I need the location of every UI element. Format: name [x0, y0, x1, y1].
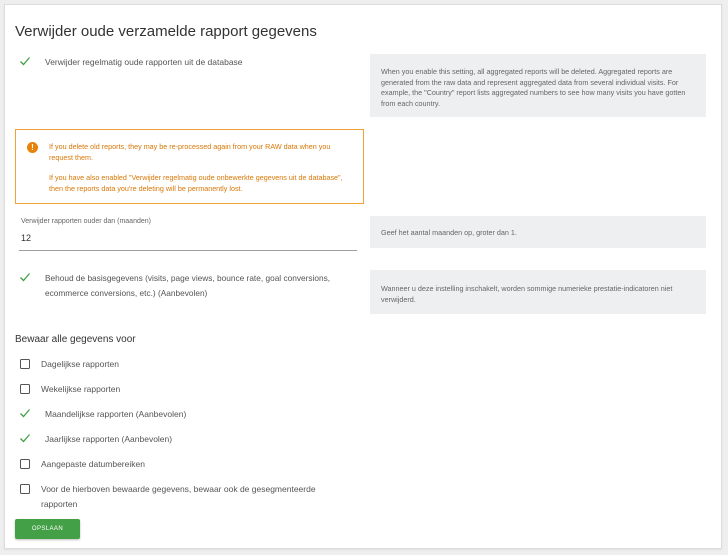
keep-yearly-label: Jaarlijkse rapporten (Aanbevolen) [45, 434, 173, 444]
delete-old-reports-label: Verwijder regelmatig oude rapporten uit de database [45, 57, 243, 67]
keep-monthly-label: Maandelijkse rapporten (Aanbevolen) [45, 409, 187, 419]
settings-card [4, 4, 722, 549]
keep-section-title: Bewaar alle gegevens voor [15, 334, 136, 345]
keep-daily-label: Dagelijkse rapporten [41, 359, 119, 369]
keep-custom-ranges-label: Aangepaste datumbereiken [41, 459, 145, 469]
keep-basic-metrics-toggle[interactable] [19, 271, 359, 301]
checkbox-box [20, 459, 30, 469]
exclamation-icon: ! [27, 142, 38, 153]
older-than-label: Verwijder rapporten ouder dan (maanden) [21, 218, 151, 225]
checkbox-box [20, 484, 30, 494]
older-than-input[interactable]: 12 [21, 233, 32, 243]
keep-basic-metrics-label: Behoud de basisgegevens (visits, page views, bounce rate, goal conversions, ecommerce conversions, etc.) (Aanbevolen) [45, 273, 331, 298]
warning-line-1: If you delete old reports, they may be re-processed again from your RAW data when you request them. [49, 142, 331, 162]
delete-old-reports-toggle[interactable] [19, 55, 359, 70]
warning-box [15, 129, 364, 204]
checkbox-box [20, 359, 30, 369]
page-title: Verwijder oude verzamelde rapport gegevens [15, 23, 317, 40]
keep-daily-checkbox[interactable] [20, 357, 119, 372]
keep-monthly-checkbox[interactable] [19, 407, 186, 422]
warning-line-2: If you have also enabled "Verwijder regelmatig oude onbewerkte gegevens uit de database", then the reports data you're deleting will be permanently lost. [49, 173, 343, 193]
checkmark-icon [19, 432, 33, 446]
checkmark-icon [19, 55, 33, 69]
keep-segmented-label: Voor de hierboven bewaarde gegevens, bewaar ook de gesegmenteerde rapporten [41, 484, 316, 509]
keep-yearly-checkbox[interactable] [19, 432, 172, 447]
checkbox-box [20, 384, 30, 394]
older-than-help: Geef het aantal maanden op, groter dan 1. [370, 216, 706, 248]
checkmark-icon [19, 271, 33, 285]
keep-basic-metrics-help: Wanneer u deze instelling inschakelt, worden sommige numerieke prestatie-indicatoren niet verwijderd. [370, 270, 706, 314]
keep-segmented-checkbox[interactable] [20, 482, 340, 512]
keep-custom-ranges-checkbox[interactable] [20, 457, 145, 472]
save-button[interactable]: OPSLAAN [15, 519, 80, 539]
keep-weekly-checkbox[interactable] [20, 382, 120, 397]
keep-weekly-label: Wekelijkse rapporten [41, 384, 121, 394]
checkmark-icon [19, 407, 33, 421]
delete-old-reports-help: When you enable this setting, all aggregated reports will be deleted. Aggregated reports are generated from the raw data and represent aggregated data from several individual visits. For example, the "Country" report lists aggregated numbers to see how many visits you have gotten from each country. [370, 54, 706, 117]
older-than-underline [19, 250, 357, 251]
